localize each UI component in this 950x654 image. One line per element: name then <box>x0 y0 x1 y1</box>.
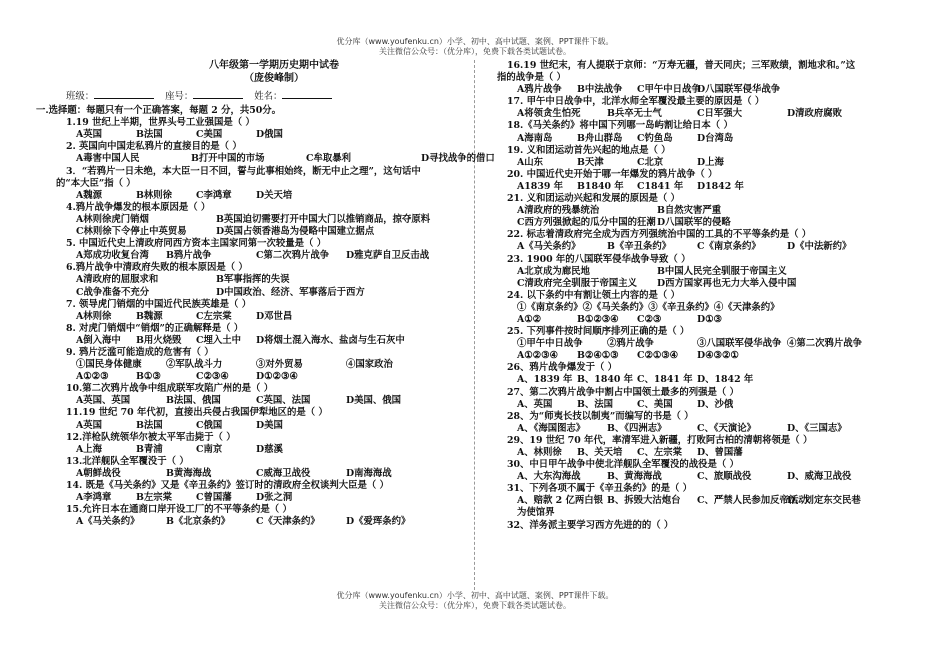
answer-options <box>44 371 464 383</box>
answer-option: A①② <box>517 313 542 325</box>
answer-options <box>485 266 925 278</box>
answer-option: B法国 <box>136 419 163 431</box>
answer-options <box>485 374 925 386</box>
answer-option: B军事指挥的失误 <box>216 274 290 286</box>
exam-author: （庞俊峰制） <box>244 72 304 84</box>
seat-label: 座号： <box>165 91 194 102</box>
answer-options <box>485 133 925 145</box>
question-stem: 32、洋务派主要学习西方先进的的（ ） <box>507 519 674 531</box>
answer-option: ①甲午中日战争 <box>517 338 583 350</box>
question-stem: 3．“若鸦片一日未绝，本大臣一日不回，誓与此事相始终，断无中止之理”，这句话中 <box>66 165 421 177</box>
watermark-line-1: 优分库（www.youfenku.cn）小学、初中、高中试题、案例、PPT课件下载。 <box>336 37 614 46</box>
answer-option: D、1842 年 <box>697 374 754 386</box>
watermark-line-2: 关注微信公众号：（优分库），免费下载各类试题试卷。 <box>379 601 571 610</box>
answer-option: B用火烧毁 <box>136 334 182 346</box>
answer-options <box>485 350 925 362</box>
answer-option: C俄国 <box>196 419 223 431</box>
question-stem: 11.19 世纪 70 年代初，直接出兵侵占我国伊犁地区的是（ ） <box>66 407 328 419</box>
answer-option: A上海 <box>76 443 103 455</box>
answer-option: B自然灾害严重 <box>657 205 722 217</box>
answer-option: A郑成功收复台湾 <box>76 250 149 262</box>
answer-option: B《北京条约》 <box>166 516 231 528</box>
question-stem: 7. 领导虎门销烟的中国近代民族英雄是（ ） <box>66 298 252 310</box>
answer-option: C日军强大 <box>697 108 742 120</box>
answer-option: A英国 <box>76 419 103 431</box>
answer-options <box>44 516 464 528</box>
answer-option: C1841 年 <box>637 180 684 192</box>
answer-option: A山东 <box>517 156 544 168</box>
answer-option: C钓鱼岛 <box>637 132 673 144</box>
answer-option: D清政府腐败 <box>787 108 843 120</box>
answer-option: ④第二次鸦片战争 <box>787 338 863 350</box>
answer-options <box>485 399 925 411</box>
answer-options <box>44 311 464 323</box>
question-stem: 27、第二次鸦片战争中割占中国领土最多的列强是（ ） <box>507 386 739 398</box>
answer-option: D八国联军侵华战争 <box>697 84 781 96</box>
answer-option: A、赔款 2 亿两白银 <box>517 495 603 507</box>
class-label: 班级： <box>66 91 95 102</box>
watermark-line-2: 关注微信公众号：（优分库），免费下载各类试题试卷。 <box>379 47 571 56</box>
answer-option: C李鸿章 <box>196 189 232 201</box>
section-heading: 一.选择题：每题只有一个正确答案，每题 2 分，共50分。 <box>36 105 281 117</box>
answer-option: B、《四洲志》 <box>607 422 667 434</box>
answer-option: D将烟土混入海水、盐卤与生石灰中 <box>256 334 405 346</box>
answer-option: B黄海海战 <box>166 467 212 479</box>
right-column <box>485 60 925 532</box>
question-stem: 24. 以下条约中有割让领土内容的是（ ） <box>507 289 680 301</box>
answer-options <box>485 217 925 229</box>
answer-options <box>44 153 495 165</box>
answer-option: A《马关条约》 <box>76 516 140 528</box>
answer-option: A英国 <box>76 129 103 141</box>
answer-options <box>44 420 464 432</box>
question-stem: 13.北洋舰队全军覆没于（ ） <box>66 455 189 467</box>
answer-option: C清政府完全驯服于帝国主义 <box>517 277 637 289</box>
question-stem: 23. 1900 年的八国联军侵华战争导致（ ） <box>507 253 691 265</box>
question-stem: 29、19 世纪 70 年代，率清军进入新疆，打败阿古柏的清朝将领是（ ） <box>507 434 813 446</box>
answer-option: ③对外贸易 <box>256 359 303 371</box>
question-stem: 4.鸦片战争爆发的根本原因是（ ） <box>66 201 211 213</box>
answer-option: C美国 <box>196 129 223 141</box>
answer-option: ④国家政治 <box>346 359 393 371</box>
answer-option: C、旅顺战役 <box>697 471 752 483</box>
question-stem: 8. 对虎门销烟中“销烟”的正确解释是（ ） <box>66 322 244 334</box>
answer-option: A、大东沟海战 <box>517 471 581 483</box>
answer-options <box>44 492 464 504</box>
answer-option: D俄国 <box>256 129 283 141</box>
answer-option: C左宗棠 <box>196 310 232 322</box>
answer-option: C林则徐下令停止中英贸易 <box>76 226 187 238</box>
question-stem: 28、为“师夷长技以制夷”而编写的书是（ ） <box>507 410 694 422</box>
watermark-line-1: 优分库（www.youfenku.cn）小学、初中、高中试题、案例、PPT课件下载。 <box>336 591 614 600</box>
answer-option: C《南京条约》 <box>697 241 761 253</box>
answer-option: A清政府的屈服求和 <box>76 274 159 286</box>
answer-option: A、林则徐 <box>517 447 562 458</box>
question-stem: 26、鸦片战争爆发于（ ） <box>507 362 618 374</box>
watermark-footer <box>0 591 950 611</box>
answer-option: A林则徐虎门销烟 <box>76 213 149 225</box>
answer-option: B中国人民完全驯服于帝国主义 <box>657 265 787 277</box>
answer-option: B天津 <box>577 156 604 168</box>
answer-option: C战争准备不充分 <box>76 286 150 298</box>
answer-option: D美国、俄国 <box>346 395 402 407</box>
answer-option: C《天津条约》 <box>256 516 320 528</box>
answer-option: ②军队战斗力 <box>166 359 223 371</box>
answer-option: C威海卫战役 <box>256 467 311 479</box>
answer-option: B、拆毁大沽炮台 <box>607 495 681 507</box>
answer-options <box>485 447 925 459</box>
answer-option: ①国民身体健康 <box>76 359 142 371</box>
question-stem: 16.19 世纪末，有人提联于京师：“万寿无疆，普天同庆；三军败绩，割地求和。”这 <box>507 60 856 71</box>
answer-option: A毒害中国人民 <box>76 153 140 165</box>
answer-options <box>485 314 925 326</box>
question-stem: 18.《马关条约》将中国下列哪一岛屿割让给日本（ ） <box>507 120 733 132</box>
answer-options <box>485 278 925 290</box>
answer-options <box>44 359 464 371</box>
answer-option: C②①③④ <box>637 350 679 362</box>
answer-option: C、严禁人民参加反帝活动 <box>697 495 808 507</box>
answer-option: A①②③④ <box>517 350 558 362</box>
answer-options <box>485 205 925 217</box>
answer-option: B、1840 年 <box>577 374 634 386</box>
answer-option: B法国 <box>136 129 163 141</box>
question-stem: 9. 鸦片泛滥可能造成的危害有（ ） <box>66 346 214 358</box>
question-stem: 6.鸦片战争中清政府失败的根本原因是（ ） <box>66 262 248 274</box>
right-questions <box>485 60 925 532</box>
answer-option: A、《海国图志》 <box>517 422 586 434</box>
answer-option: D关天培 <box>256 189 293 201</box>
answer-option: A鸦片战争 <box>517 84 562 96</box>
answer-option: A《马关条约》 <box>517 241 581 253</box>
question-stem: 14. 既是《马关条约》又是《辛丑条约》签订时的清政府全权谈判大臣是（ ） <box>66 480 389 491</box>
answer-option: B青浦 <box>136 443 163 455</box>
question-stem: 25. 下列事件按时间顺序排列正确的是（ ） <box>507 326 690 338</box>
answer-option: C埋入土中 <box>196 334 241 346</box>
answer-option: B《辛丑条约》 <box>607 241 672 253</box>
answer-option: D上海 <box>697 156 724 168</box>
answer-option: D美国 <box>256 419 283 431</box>
answer-option: A、1839 年 <box>517 374 573 386</box>
answer-option: C第二次鸦片战争 <box>256 250 330 262</box>
answer-options <box>44 274 464 286</box>
answer-option: 为使馆界 <box>517 507 555 519</box>
answer-option: B兵卒无士气 <box>607 108 662 120</box>
answer-option: C西方列强掀起的瓜分中国的狂潮 <box>517 217 656 229</box>
answer-options <box>485 338 925 350</box>
answer-options <box>485 471 925 483</box>
answer-options <box>485 302 925 314</box>
answer-option: D八国联军的侵略 <box>657 217 731 229</box>
answer-option: B左宗棠 <box>136 492 173 504</box>
question-stem: 指的战争是（ ） <box>497 72 566 84</box>
answer-option: B、关天培 <box>577 447 623 458</box>
answer-option: C曾国藩 <box>196 492 232 504</box>
answer-option: D西方国家再也无力大举入侵中国 <box>657 277 797 289</box>
answer-option: B法国、俄国 <box>166 395 221 407</box>
answer-options <box>485 84 925 96</box>
question-stem: 19. 义和团运动首先兴起的地点是（ ） <box>507 144 671 156</box>
answer-options <box>44 444 464 456</box>
question-stem: 5. 中国近代史上清政府同西方资本主国家同第一次较量是（ ） <box>66 238 327 250</box>
answer-options <box>485 157 925 169</box>
answer-option: D张之洞 <box>256 492 293 504</box>
answer-option: D中国政治、经济、军事落后于西方 <box>216 286 365 298</box>
answer-option: C甲午中日战争 <box>637 84 701 96</box>
answer-option: D1842 年 <box>697 180 744 192</box>
question-stem: 22. 标志着清政府完全成为西方列强统治中国的工具的不平等条约是（ ） <box>507 229 812 241</box>
answer-options <box>44 335 464 347</box>
answer-options <box>44 395 464 407</box>
answer-option: D、《三国志》 <box>787 422 847 434</box>
answer-option: A将领贪生怕死 <box>517 108 581 120</box>
answer-option: D、威海卫战役 <box>787 471 852 483</box>
answer-option: D①②③④ <box>256 371 298 383</box>
answer-options <box>485 108 925 120</box>
answer-option: C牟取暴利 <box>306 153 351 165</box>
answer-option: A1839 年 <box>517 180 564 192</box>
answer-option: D《中法新约》 <box>787 241 852 253</box>
answer-option: A李鸿章 <box>76 492 112 504</box>
answer-options <box>44 129 464 141</box>
answer-option: A北京成为廊民地 <box>517 265 590 277</box>
answer-option: D雅克萨自卫反击战 <box>346 250 430 262</box>
answer-options <box>44 287 464 299</box>
name-label: 姓名： <box>254 91 283 102</box>
answer-option: A清政府的残暴统治 <box>517 205 600 217</box>
exam-title: 八年级第一学期历史期中试卷 <box>209 60 339 71</box>
answer-option: B舟山群岛 <box>577 132 623 144</box>
watermark-header <box>0 37 950 57</box>
answer-options <box>485 495 925 507</box>
question-stem: 21. 义和团运动兴起和发展的原因是（ ） <box>507 193 680 205</box>
answer-option: A林则徐 <box>76 310 112 322</box>
answer-option: ②鸦片战争 <box>607 338 654 350</box>
left-column <box>36 60 495 528</box>
answer-option: D、沙俄 <box>697 398 734 410</box>
answer-options <box>485 181 925 193</box>
question-stem: 30、中日甲午战争中使北洋舰队全军覆没的战役是（ ） <box>507 459 739 471</box>
answer-option: A海南岛 <box>517 132 553 144</box>
answer-option: B②④①③ <box>577 350 619 362</box>
answer-option: B鸦片战争 <box>166 250 212 262</box>
question-stem: 31、下列各项不属于《辛丑条约》的是（ ） <box>507 483 693 495</box>
answer-option: D寻找战争的借口 <box>421 153 495 165</box>
answer-option: B打开中国的市场 <box>191 153 265 165</box>
question-stem: 2. 英国向中国走私鸦片的直接目的是（ ） <box>66 141 242 153</box>
answer-option: D④③②① <box>697 350 739 362</box>
answer-options <box>44 226 464 238</box>
answer-option: D邓世昌 <box>256 310 293 322</box>
answer-options <box>44 214 464 226</box>
answer-option: B林则徐 <box>136 189 173 201</box>
answer-option: C②③ <box>637 313 662 325</box>
answer-option: D①③ <box>697 313 722 325</box>
answer-options <box>44 250 464 262</box>
answer-option: B①②③④ <box>577 313 619 325</box>
name-field[interactable] <box>282 89 332 99</box>
question-stem: 10.第二次鸦片战争中组成联军攻陷广州的是（ ） <box>66 383 274 395</box>
answer-option: C②③④ <box>196 371 229 383</box>
answer-option: B、法国 <box>577 398 614 410</box>
question-stem: 的“本大臣”指（ ） <box>56 177 136 189</box>
question-stem: 17. 甲午中日战争中，北洋水师全军覆没最主要的原因是（ ） <box>507 96 765 108</box>
answer-option: ①《南京条约》②《马关条约》③《辛丑条约》④《天津条约》 <box>517 301 780 313</box>
answer-option: B①③ <box>136 371 161 383</box>
answer-option: C、美国 <box>637 398 673 410</box>
answer-option: D慈溪 <box>256 443 283 455</box>
seat-field[interactable] <box>193 89 243 99</box>
answer-option: B、黄海海战 <box>607 471 662 483</box>
answer-option: A魏源 <box>76 189 103 201</box>
answer-option: D、划定东交民巷 <box>787 495 861 507</box>
answer-option: B魏源 <box>136 310 163 322</box>
column-divider <box>474 60 475 590</box>
question-stem: 20. 中国近代史开始于哪一年爆发的鸦片战争（ ） <box>507 168 718 180</box>
answer-option: C、左宗棠 <box>637 447 682 458</box>
student-info-row <box>44 89 464 103</box>
answer-option: D《爱珲条约》 <box>346 516 411 528</box>
answer-option: B中法战争 <box>577 84 623 96</box>
answer-options <box>44 468 464 480</box>
answer-options <box>485 507 925 519</box>
answer-option: C英国、法国 <box>256 395 311 407</box>
answer-options <box>485 423 925 435</box>
answer-option: A、英国 <box>517 398 553 410</box>
question-stem: 12.洋枪队统领华尔被太平军击毙于（ ） <box>66 431 236 443</box>
answer-option: B1840 年 <box>577 180 624 192</box>
answer-option: C、《天演论》 <box>697 422 757 434</box>
class-field[interactable] <box>94 89 154 99</box>
answer-option: A英国、英国 <box>76 395 131 407</box>
answer-option: A朝鲜战役 <box>76 467 121 479</box>
answer-option: A①②③ <box>76 371 109 383</box>
answer-option: ③八国联军侵华战争 <box>697 338 782 350</box>
answer-option: D英国占领香港岛为侵略中国建立据点 <box>216 226 375 238</box>
answer-options <box>485 241 925 253</box>
answer-option: C北京 <box>637 156 664 168</box>
left-questions <box>44 117 495 528</box>
answer-option: C、1841 年 <box>637 374 693 386</box>
answer-option: C南京 <box>196 443 223 455</box>
answer-option: A倒入海中 <box>76 334 121 346</box>
answer-option: D、曾国藩 <box>697 447 743 458</box>
answer-option: B英国迫切需要打开中国大门以推销商品，掠夺原料 <box>216 213 431 225</box>
answer-option: D台湾岛 <box>697 132 734 144</box>
answer-options <box>44 190 464 202</box>
question-stem: 15.允许日本在通商口岸开设工厂的不平等条约是（ ） <box>66 504 292 516</box>
question-stem: 1.19 世纪上半期，世界头号工业强国是（ ） <box>66 117 255 129</box>
answer-option: D南海海战 <box>346 467 392 479</box>
